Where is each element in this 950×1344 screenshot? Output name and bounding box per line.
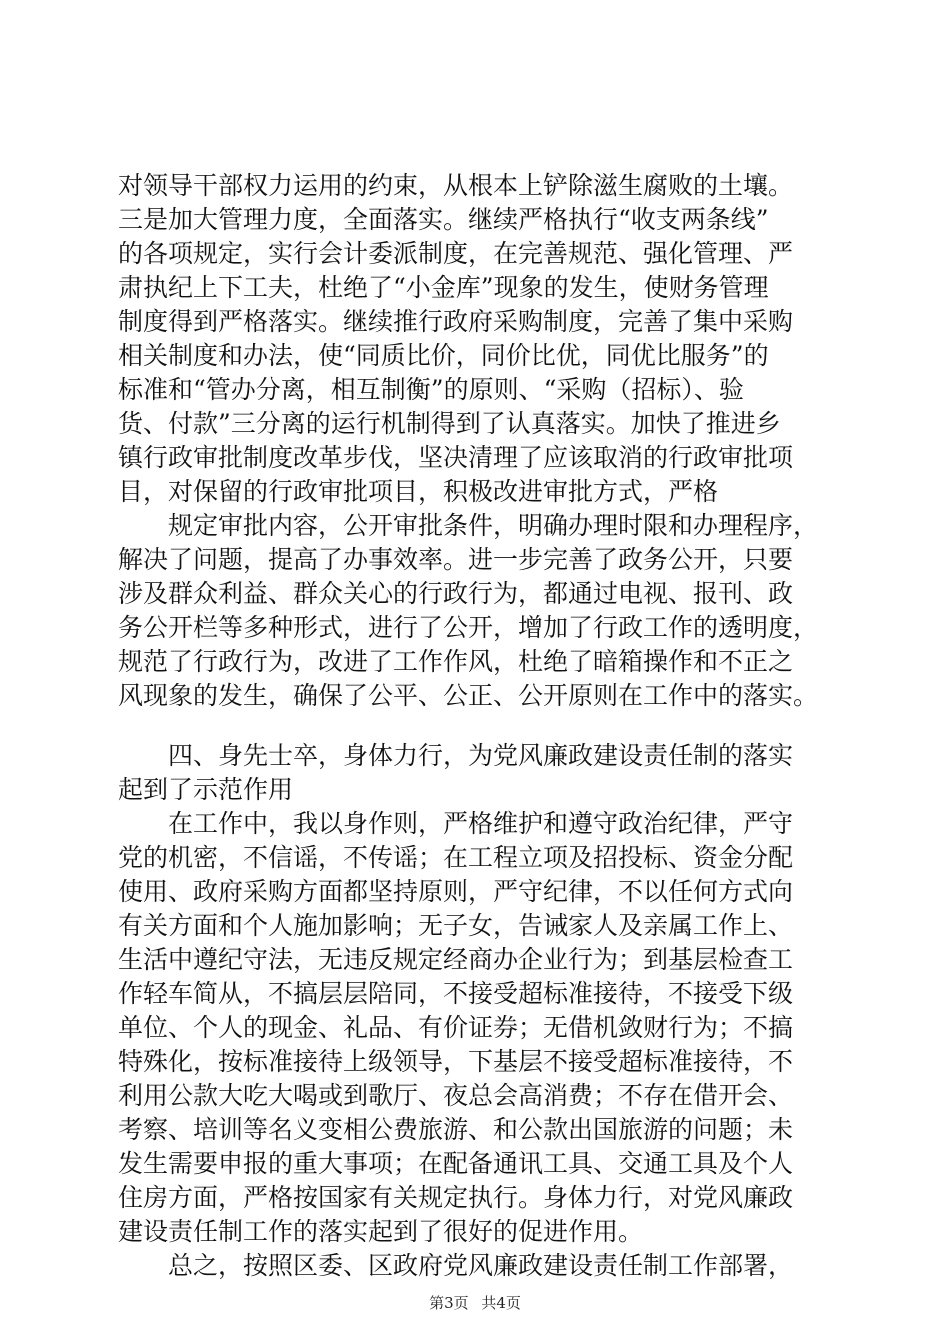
text-line: 利用公款大吃大喝或到歌厅、夜总会高消费；不存在借开会、 <box>118 1081 794 1110</box>
text-line: 目，对保留的行政审批项目，积极改进审批方式，严格 <box>118 477 719 506</box>
page-total: 共4页 <box>481 1294 521 1312</box>
section-heading: 起到了示范作用 <box>118 775 294 804</box>
text-line: 涉及群众利益、群众关心的行政行为，都通过电视、报刊、政 <box>118 579 794 608</box>
text-line: 三是加大管理力度，全面落实。继续严格执行“收支两条线” <box>118 205 769 234</box>
text-line: 考察、培训等名义变相公费旅游、和公款出国旅游的问题；未 <box>118 1115 794 1144</box>
text-line: 对领导干部权力运用的约束，从根本上铲除滋生腐败的土壤。 <box>118 171 794 200</box>
page-footer <box>0 1292 950 1313</box>
text-line: 有关方面和个人施加影响；无子女，告诫家人及亲属工作上、 <box>118 911 794 940</box>
section-heading: 四、身先士卒，身体力行，为党风廉政建设责任制的落实 <box>118 741 794 770</box>
text-line: 住房方面，严格按国家有关规定执行。身体力行，对党风廉政 <box>118 1183 794 1212</box>
text-line: 使用、政府采购方面都坚持原则，严守纪律，不以任何方式向 <box>118 877 794 906</box>
text-line: 建设责任制工作的落实起到了很好的促进作用。 <box>118 1217 644 1246</box>
text-line: 标准和“管办分离，相互制衡”的原则、“采购（招标）、验 <box>118 375 744 404</box>
text-line: 货、付款”三分离的运行机制得到了认真落实。加快了推进乡 <box>118 409 781 438</box>
text-line: 制度得到严格落实。继续推行政府采购制度，完善了集中采购 <box>118 307 794 336</box>
text-line: 肃执纪上下工夫，杜绝了“小金库”现象的发生，使财务管理 <box>118 273 769 302</box>
text-line: 发生需要申报的重大事项；在配备通讯工具、交通工具及个人 <box>118 1149 794 1178</box>
text-line: 特殊化，按标准接待上级领导，下基层不接受超标准接待，不 <box>118 1047 794 1076</box>
text-line: 的各项规定，实行会计委派制度，在完善规范、强化管理、严 <box>118 239 794 268</box>
text-line: 总之，按照区委、区政府党风廉政建设责任制工作部署， <box>118 1251 794 1280</box>
text-line: 在工作中，我以身作则，严格维护和遵守政治纪律，严守 <box>118 809 794 838</box>
text-line: 规定审批内容，公开审批条件，明确办理时限和办理程序， <box>118 511 819 540</box>
text-line: 务公开栏等多种形式，进行了公开，增加了行政工作的透明度， <box>118 613 819 642</box>
page-number: 第3页 <box>429 1294 469 1312</box>
text-line: 党的机密，不信谣，不传谣；在工程立项及招投标、资金分配 <box>118 843 794 872</box>
text-line: 镇行政审批制度改革步伐，坚决清理了应该取消的行政审批项 <box>118 443 794 472</box>
text-line: 生活中遵纪守法，无违反规定经商办企业行为；到基层检查工 <box>118 945 794 974</box>
text-line: 相关制度和办法，使“同质比价，同价比优，同优比服务”的 <box>118 341 769 370</box>
text-line: 风现象的发生，确保了公平、公正、公开原则在工作中的落实。 <box>118 681 819 710</box>
text-line: 解决了问题，提高了办事效率。进一步完善了政务公开，只要 <box>118 545 794 574</box>
text-line: 单位、个人的现金、礼品、有价证券；无借机敛财行为；不搞 <box>118 1013 794 1042</box>
text-line: 作轻车简从，不搞层层陪同，不接受超标准接待，不接受下级 <box>118 979 794 1008</box>
text-line: 规范了行政行为，改进了工作作风，杜绝了暗箱操作和不正之 <box>118 647 794 676</box>
